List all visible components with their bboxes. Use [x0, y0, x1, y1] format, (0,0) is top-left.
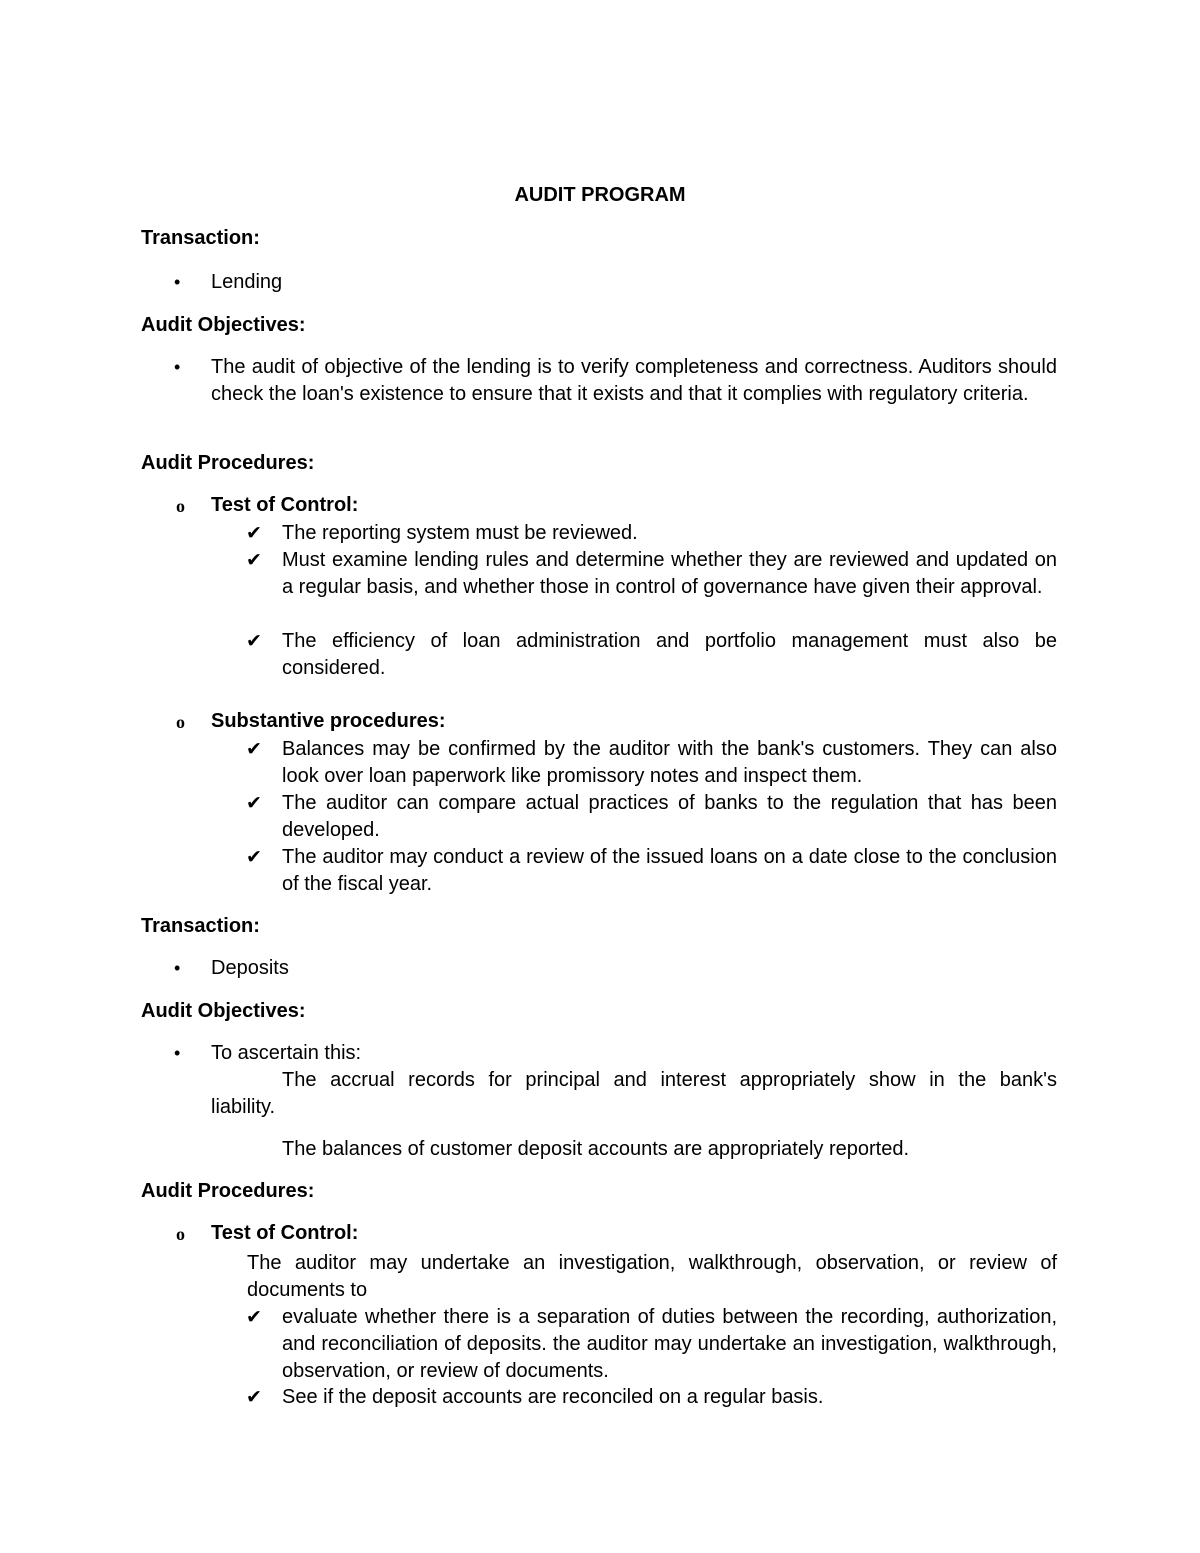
deposits-procedures-heading: Audit Procedures:: [141, 1180, 315, 1202]
deposits-objective-line-1: The accrual records for principal and interest appropriately show in the bank's: [282, 1069, 1057, 1091]
lending-toc-item-2: Must examine lending rules and determine whether they are reviewed and updated on a regular basis, and whether those in control of governance have given their approval.: [282, 549, 1057, 598]
deposits-objectives-heading: Audit Objectives:: [141, 1000, 306, 1022]
page-title: AUDIT PROGRAM: [514, 184, 686, 206]
lending-toc-item-3: The efficiency of loan administration and portfolio management must also be considered.: [282, 630, 1057, 679]
lending-test-of-control-heading: Test of Control:: [211, 494, 359, 516]
deposits-objective-line-2: The balances of customer deposit accounts are appropriately reported.: [282, 1138, 910, 1160]
check-icon: ✔: [246, 1386, 262, 1408]
lending-transaction-heading: Transaction:: [141, 227, 260, 249]
lending-substantive-item-2: The auditor can compare actual practices of banks to the regulation that has been developed.: [282, 792, 1057, 841]
lending-transaction-item: Lending: [211, 271, 283, 293]
lending-toc-item-1: The reporting system must be reviewed.: [282, 522, 638, 544]
bullet-icon: •: [174, 958, 181, 978]
deposits-transaction-item: Deposits: [211, 957, 289, 979]
deposits-objective-intro: To ascertain this:: [211, 1042, 362, 1064]
deposits-transaction-heading: Transaction:: [141, 915, 260, 937]
lending-objective-text: The audit of objective of the lending is to verify completeness and correctness. Auditors should check the loan's existence to ensure that it exists and that it complies with regulatory criteria.: [211, 356, 1057, 405]
lending-substantive-heading: Substantive procedures:: [211, 710, 446, 732]
check-icon: ✔: [246, 792, 262, 814]
check-icon: ✔: [246, 1306, 262, 1328]
bullet-icon: •: [174, 357, 181, 377]
bullet-icon: •: [174, 272, 181, 292]
deposits-toc-item-1: evaluate whether there is a separation of duties between the recording, authorization, and reconciliation of deposits. the auditor may undertake an investigation, walkthrough, observation, or review of documents.: [282, 1306, 1057, 1382]
sub-bullet-icon: o: [176, 496, 185, 516]
sub-bullet-icon: o: [176, 712, 185, 732]
deposits-test-of-control-heading: Test of Control:: [211, 1222, 359, 1244]
deposits-objective-line-1-cont: liability.: [211, 1096, 276, 1118]
deposits-toc-intro: The auditor may undertake an investigation, walkthrough, observation, or review of documents to: [247, 1252, 1057, 1301]
check-icon: ✔: [246, 630, 262, 652]
lending-procedures-heading: Audit Procedures:: [141, 452, 315, 474]
bullet-icon: •: [174, 1043, 181, 1063]
deposits-toc-item-2: See if the deposit accounts are reconciled on a regular basis.: [282, 1386, 824, 1408]
check-icon: ✔: [246, 846, 262, 868]
check-icon: ✔: [246, 522, 262, 544]
sub-bullet-icon: o: [176, 1224, 185, 1244]
lending-substantive-item-1: Balances may be confirmed by the auditor with the bank's customers. They can also look over loan paperwork like promissory notes and inspect them.: [282, 738, 1057, 787]
lending-objectives-heading: Audit Objectives:: [141, 314, 306, 336]
check-icon: ✔: [246, 738, 262, 760]
lending-substantive-item-3: The auditor may conduct a review of the issued loans on a date close to the conclusion of the fiscal year.: [282, 846, 1057, 895]
check-icon: ✔: [246, 549, 262, 571]
